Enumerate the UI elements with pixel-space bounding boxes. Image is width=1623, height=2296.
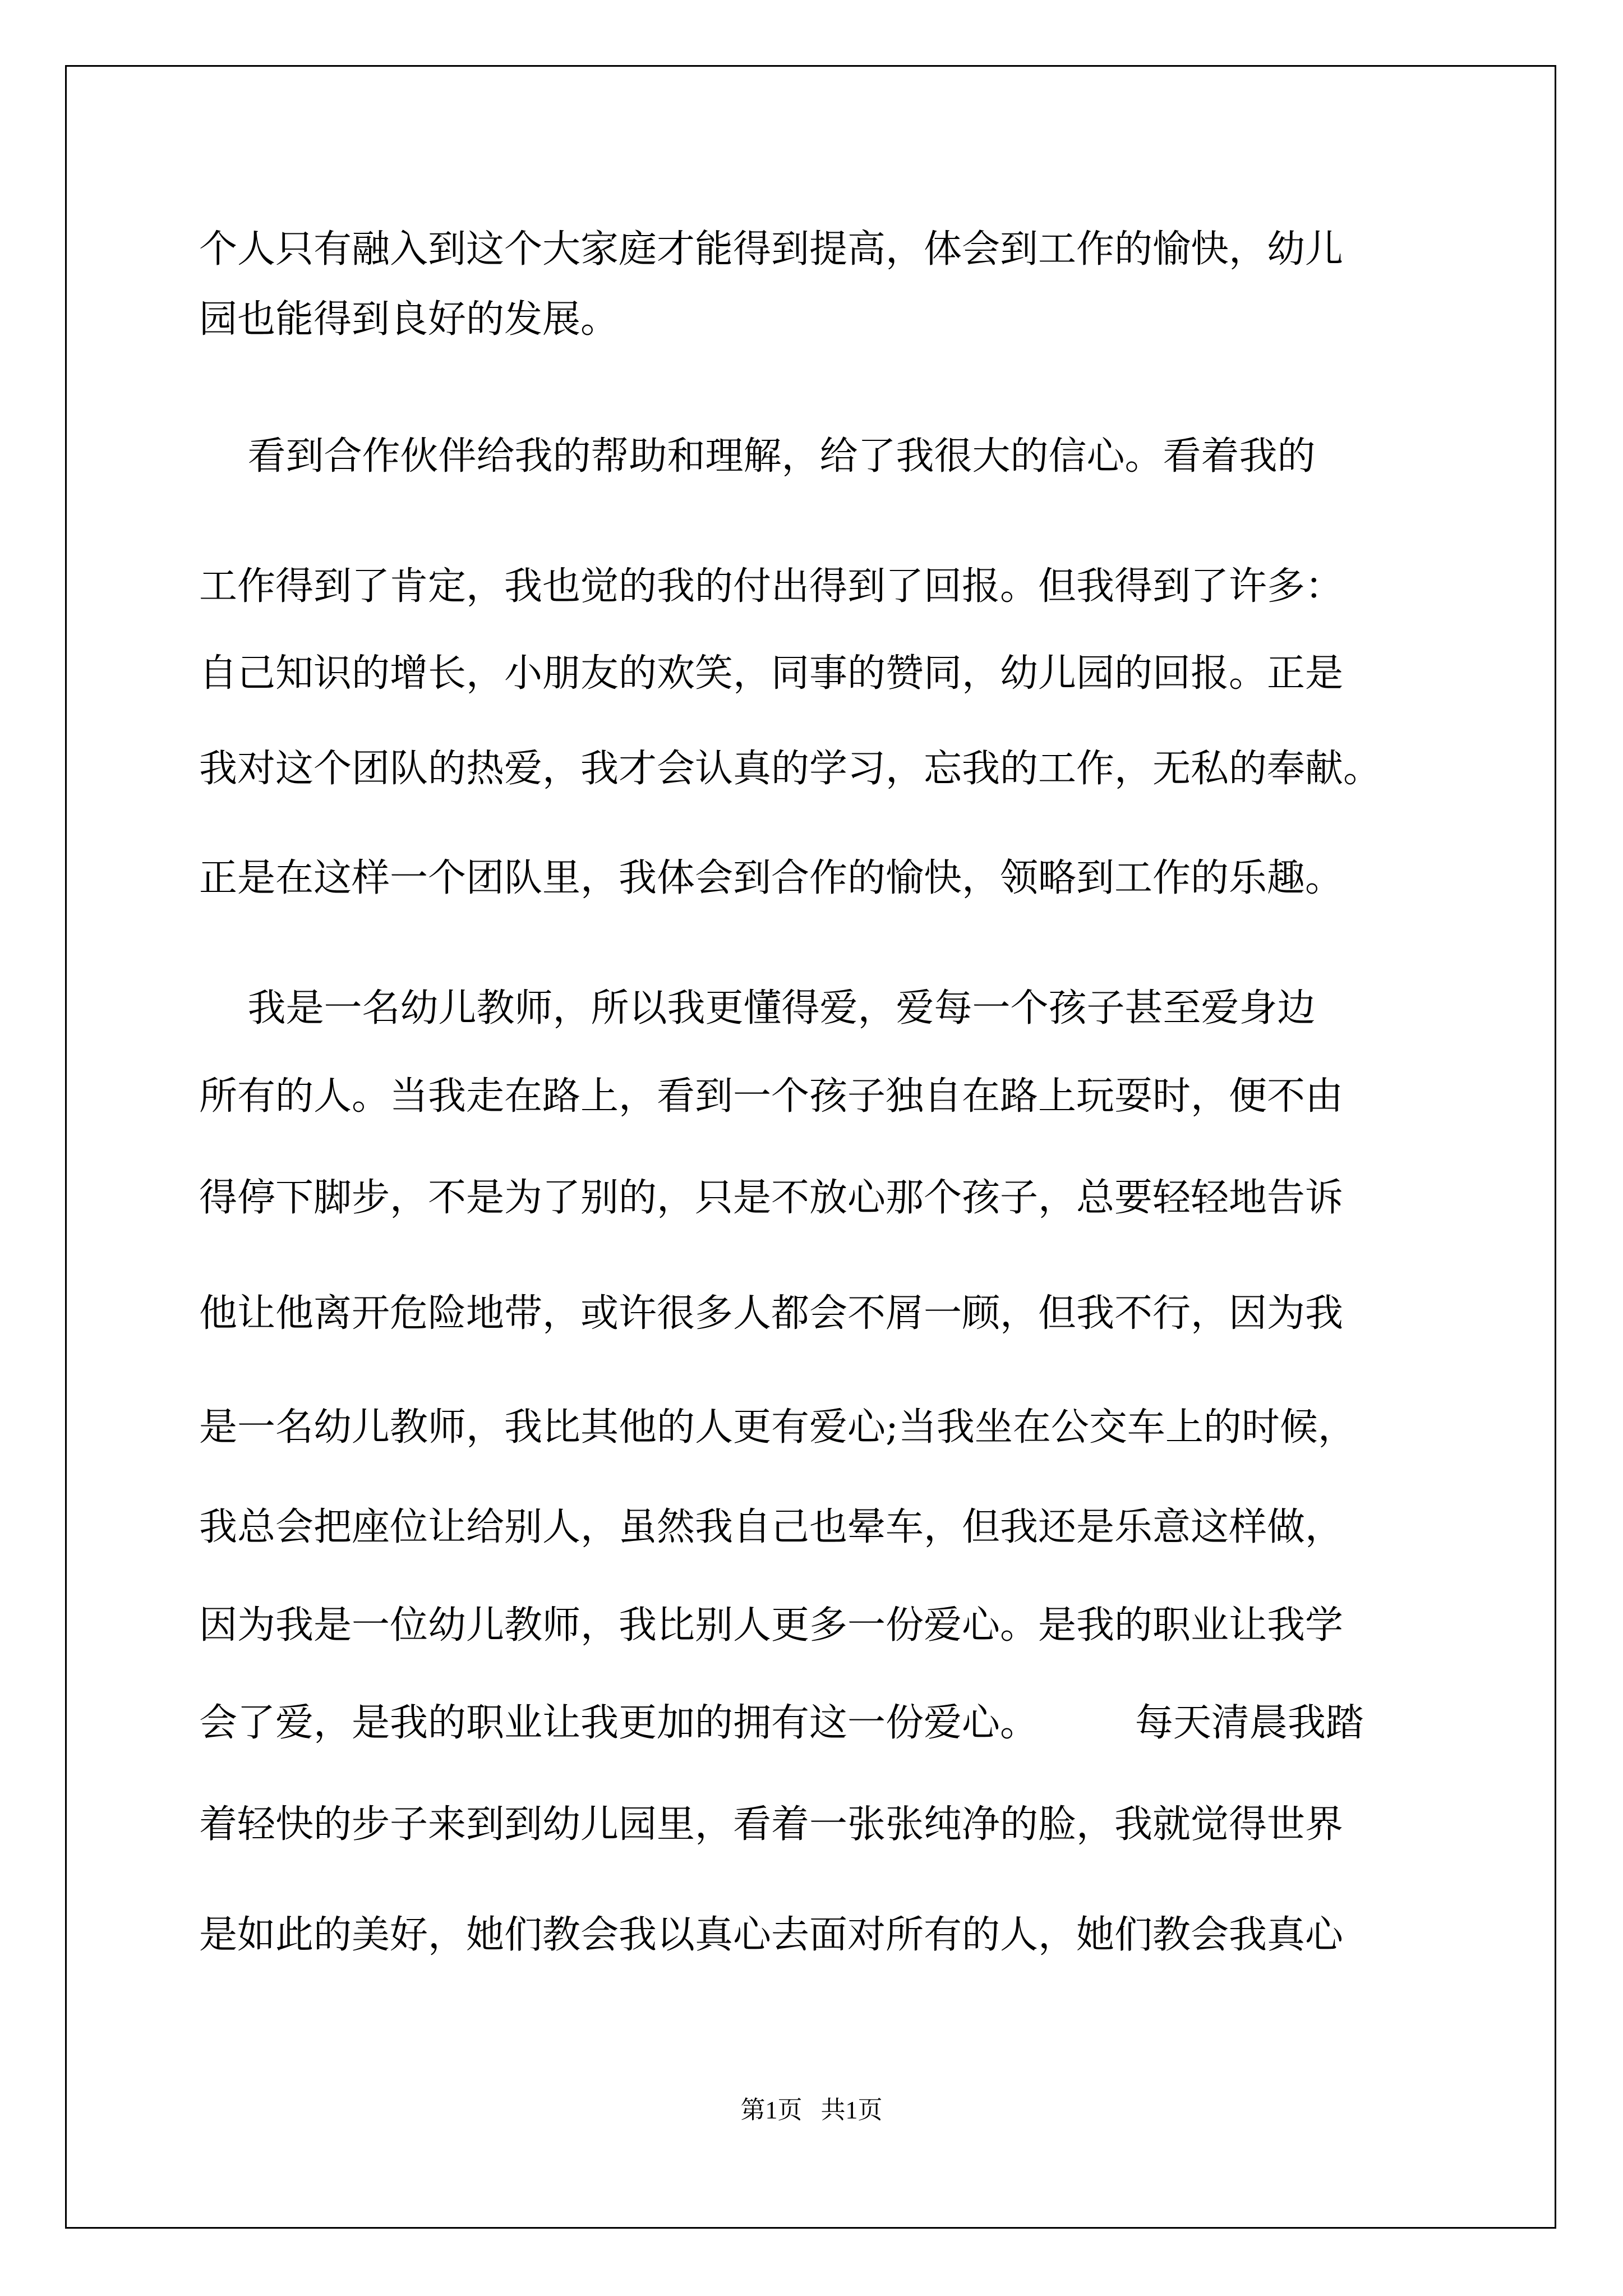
page-border bbox=[65, 65, 1556, 2229]
body-line-2: 园也能得到良好的发展。 bbox=[199, 297, 619, 342]
body-line-11: 他让他离开危险地带，或许很多人都会不屑一顾，但我不行，因为我 bbox=[199, 1291, 1344, 1336]
body-line-10: 得停下脚步，不是为了别的，只是不放心那个孩子，总要轻轻地告诉 bbox=[199, 1176, 1344, 1220]
body-line-7: 正是在这样一个团队里，我体会到合作的愉快，领略到工作的乐趣。 bbox=[199, 856, 1344, 900]
body-line-1: 个人只有融入到这个大家庭才能得到提高，体会到工作的愉快，幼儿 bbox=[199, 227, 1344, 272]
body-line-6: 我对这个团队的热爱，我才会认真的学习，忘我的工作，无私的奉献。 bbox=[199, 747, 1382, 791]
body-line-17: 是如此的美好，她们教会我以真心去面对所有的人，她们教会我真心 bbox=[199, 1913, 1344, 1957]
body-line-5: 自己知识的增长，小朋友的欢笑，同事的赞同，幼儿园的回报。正是 bbox=[199, 651, 1344, 696]
body-line-12: 是一名幼儿教师，我比其他的人更有爱心;当我坐在公交车上的时候， bbox=[199, 1405, 1356, 1450]
body-line-16: 着轻快的步子来到到幼儿园里，看着一张张纯净的脸，我就觉得世界 bbox=[199, 1802, 1344, 1847]
body-line-14: 因为我是一位幼儿教师，我比别人更多一份爱心。是我的职业让我学 bbox=[199, 1603, 1344, 1648]
body-line-8: 我是一名幼儿教师，所以我更懂得爱，爱每一个孩子甚至爱身边 bbox=[199, 986, 1316, 1030]
body-line-9: 所有的人。当我走在路上，看到一个孩子独自在路上玩耍时，便不由 bbox=[199, 1074, 1344, 1119]
body-line-4: 工作得到了肯定，我也觉的我的付出得到了回报。但我得到了许多： bbox=[199, 564, 1344, 609]
body-line-13: 我总会把座位让给别人，虽然我自己也晕车，但我还是乐意这样做， bbox=[199, 1505, 1344, 1549]
body-line-15: 会了爱，是我的职业让我更加的拥有这一份爱心。 每天清晨我踏 bbox=[199, 1701, 1364, 1745]
body-line-3: 看到合作伙伴给我的帮助和理解，给了我很大的信心。看着我的 bbox=[199, 434, 1316, 478]
page-number-footer: 第1页 共1页 bbox=[740, 2096, 883, 2124]
